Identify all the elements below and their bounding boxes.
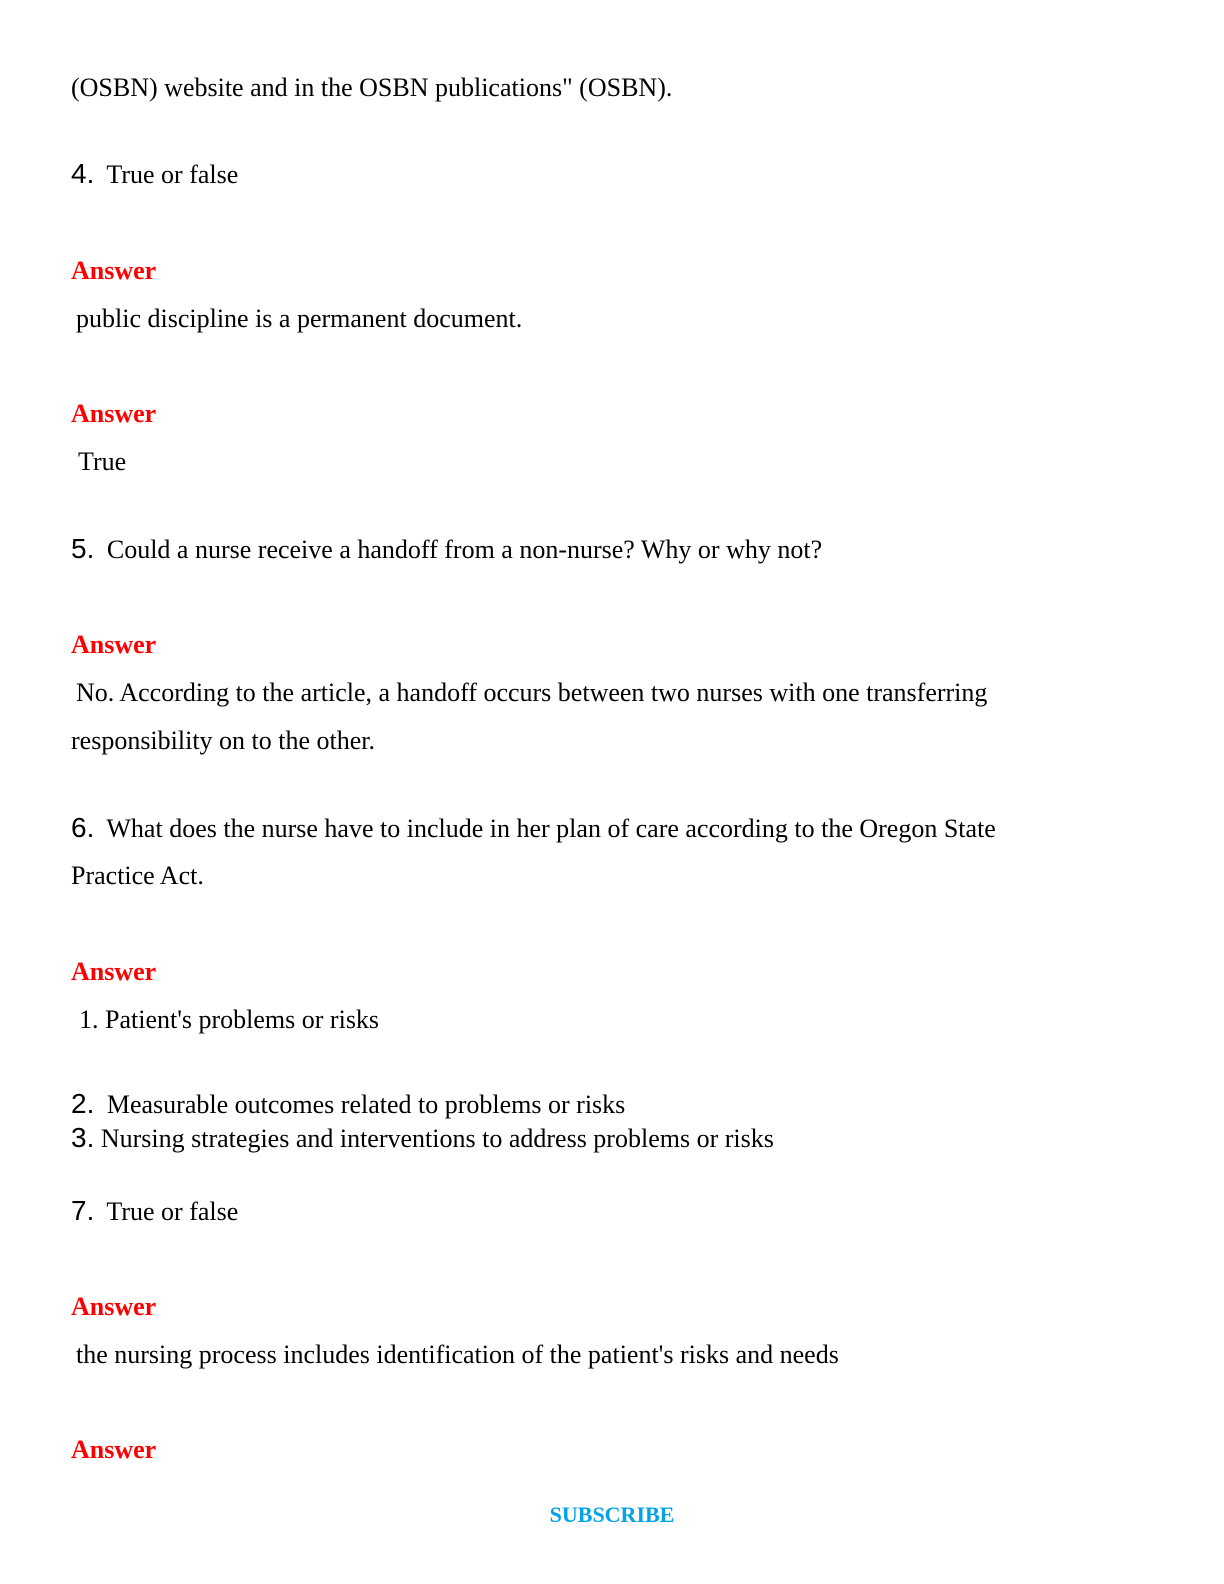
question-number: 6. <box>71 812 95 843</box>
answer-label: Answer <box>71 399 157 428</box>
subscribe-link[interactable]: SUBSCRIBE <box>549 1502 675 1527</box>
list-item: 1. Patient's problems or risks <box>79 1005 380 1034</box>
question-text: Could a nurse receive a handoff from a non-nurse? Why or why not? <box>106 535 823 564</box>
question-number: 7. <box>71 1195 95 1226</box>
question-6 <box>71 812 996 845</box>
list-item <box>71 1088 625 1121</box>
list-item <box>71 1122 774 1155</box>
question-number: 5. <box>71 533 95 564</box>
answer-text: True <box>78 447 127 476</box>
answer-text: responsibility on to the other. <box>71 726 376 755</box>
answer-label: Answer <box>71 957 157 986</box>
question-number: 4. <box>71 158 95 189</box>
question-text: What does the nurse have to include in her plan of care according to the Oregon State <box>106 814 996 843</box>
question-7 <box>71 1195 238 1228</box>
list-item-number: 2. <box>71 1088 95 1119</box>
list-item-text: Nursing strategies and interventions to address problems or risks <box>100 1124 774 1153</box>
question-text: True or false <box>106 160 239 189</box>
answer-label: Answer <box>71 630 157 659</box>
answer-text: the nursing process includes identification of the patient's risks and needs <box>76 1340 839 1369</box>
answer-label: Answer <box>71 1435 157 1464</box>
intro-line: (OSBN) website and in the OSBN publications" (OSBN). <box>71 73 673 102</box>
answer-text: No. According to the article, a handoff occurs between two nurses with one transferring <box>76 678 988 707</box>
question-text-continued: Practice Act. <box>71 861 204 890</box>
list-item-number: 3. <box>71 1122 95 1153</box>
question-4 <box>71 158 238 191</box>
question-text: True or false <box>106 1197 239 1226</box>
answer-label: Answer <box>71 256 157 285</box>
answer-text: public discipline is a permanent document. <box>76 304 523 333</box>
list-item-text: Measurable outcomes related to problems or risks <box>106 1090 626 1119</box>
question-5 <box>71 533 822 566</box>
answer-label: Answer <box>71 1292 157 1321</box>
